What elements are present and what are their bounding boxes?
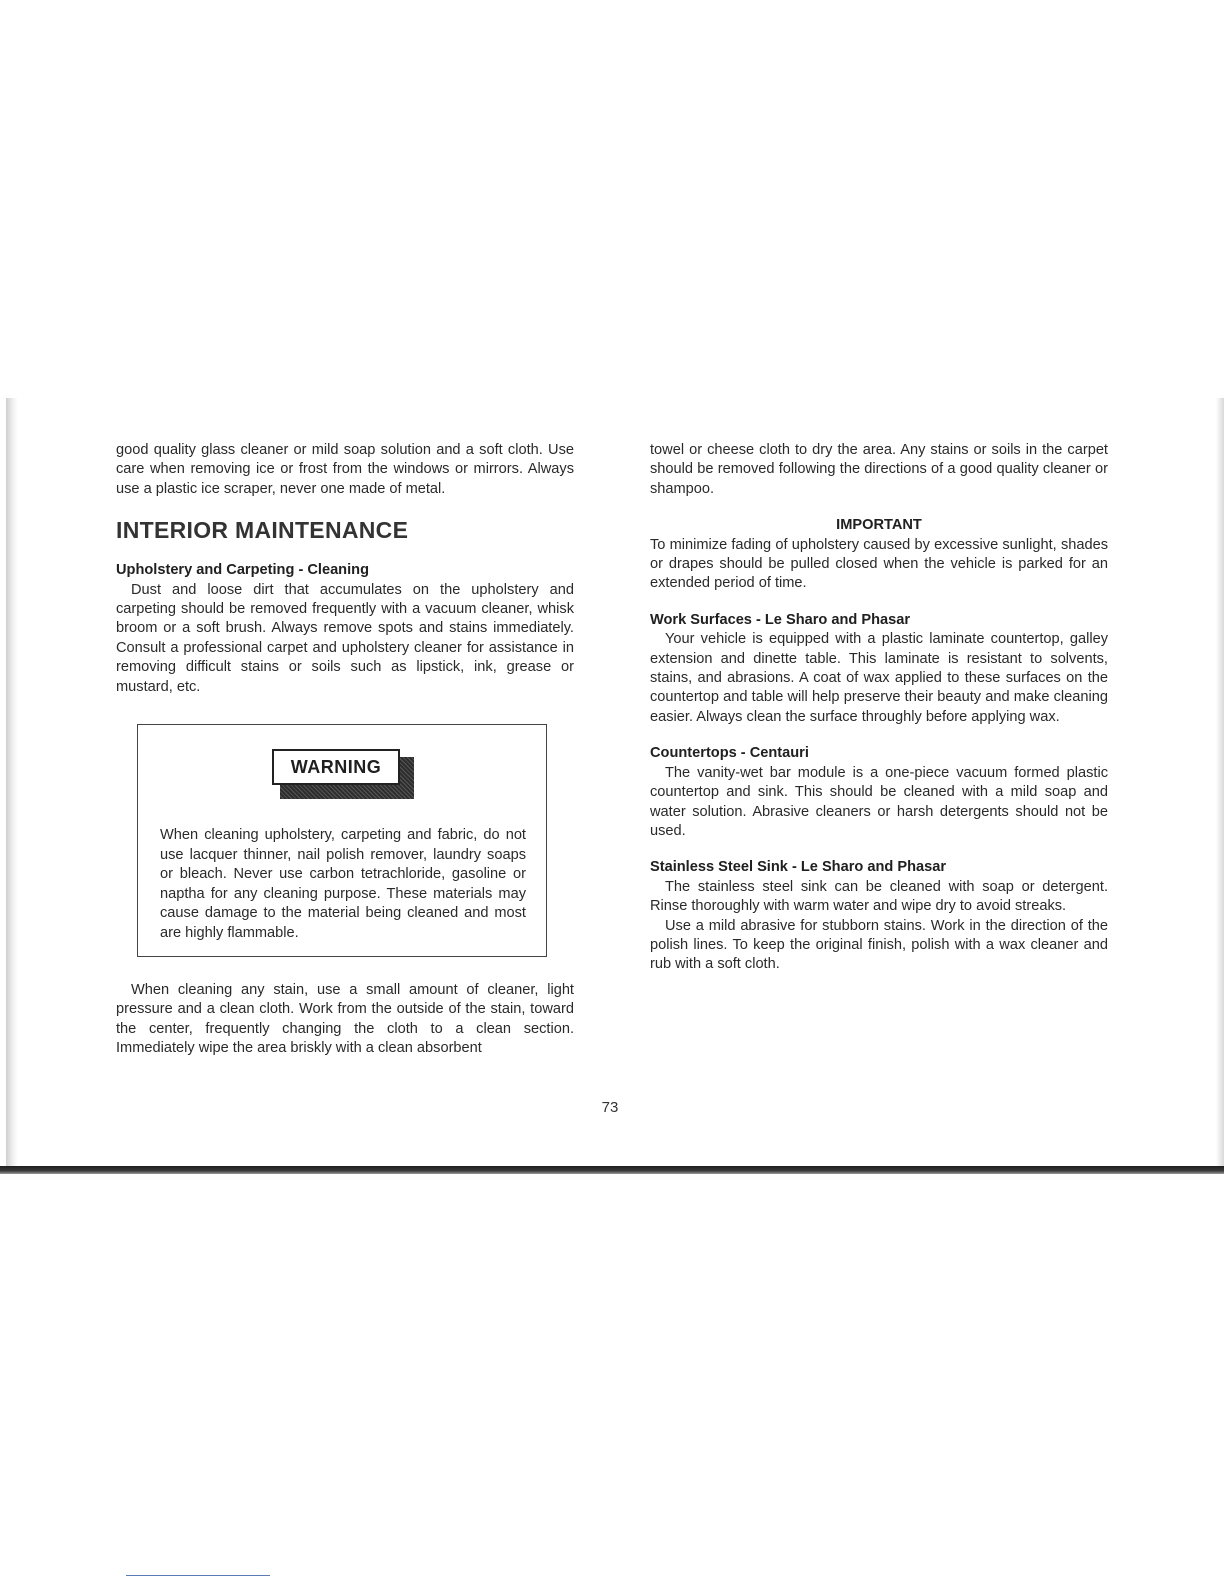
important-heading: IMPORTANT (836, 517, 922, 534)
continuation-paragraph: towel or cheese cloth to dry the area. Any stains or soils in the carpet should be removed following the directions of a good quality cleaner or shampoo. (650, 442, 1108, 497)
important-paragraph: To minimize fading of upholstery caused by excessive sunlight, shades or drapes should be pulled closed when the vehicle is parked for an extended period of time. (650, 536, 1108, 592)
work-surfaces-heading: Work Surfaces - Le Sharo and Phasar (650, 611, 911, 628)
sink-paragraph-2: Use a mild abrasive for stubborn stains. Work in the direction of the polish lines. To keep the original finish, polish with a wax cleaner and rub with a soft cloth. (650, 917, 1108, 973)
warning-label: WARNING (272, 749, 400, 785)
warning-text: When cleaning upholstery, carpeting and fabric, do not use lacquer thinner, nail polish remover, laundry soaps or bleach. Never use carbon tetrachloride, gasoline or naptha for any cleaning purpose. These materials may cause damage to the material being cleaned and most are highly flammable. (160, 827, 526, 941)
sink-paragraph-1: The stainless steel sink can be cleaned with soap or detergent. Rinse thoroughly with warm water and wipe dry to avoid streaks. (650, 878, 1108, 915)
warning-badge (272, 749, 414, 799)
intro-paragraph: good quality glass cleaner or mild soap solution and a soft cloth. Use care when removing ice or frost from the windows or mirrors. Always use a plastic ice scraper, never one made of metal. (116, 442, 574, 497)
countertops-paragraph: The vanity-wet bar module is a one-piece vacuum formed plastic countertop and sink. This should be cleaned with a mild soap and water solution. Abrasive cleaners or harsh detergents should not be used. (650, 764, 1108, 839)
scan-binding-shadow-right (1216, 398, 1224, 1166)
stain-paragraph: When cleaning any stain, use a small amount of cleaner, light pressure and a clean cloth. Work from the outside of the stain, toward the center, frequently changing the cloth to a clean section. Immediately wipe the area briskly with a clean absorbent (116, 982, 574, 1057)
left-column (116, 441, 574, 697)
bottom-page-edge (0, 1166, 1224, 1174)
section-title: INTERIOR MAINTENANCE (116, 517, 409, 544)
stain-cleaning-block (116, 981, 574, 1059)
upholstery-heading: Upholstery and Carpeting - Cleaning (116, 562, 369, 579)
right-column (650, 441, 1108, 975)
scan-binding-shadow-left (6, 398, 18, 1166)
warning-box (137, 724, 547, 957)
upholstery-paragraph: Dust and loose dirt that accumulates on the upholstery and carpeting should be removed frequently with a vacuum cleaner, whisk broom or a soft brush. Always remove spots and stains immediately. Consult a professional carpet and upholstery cleaner for assistance in removing difficult stains or soils such as lipstick, ink, grease or mustard, etc. (116, 581, 574, 695)
sink-heading: Stainless Steel Sink - Le Sharo and Phasar (650, 859, 947, 876)
work-surfaces-paragraph: Your vehicle is equipped with a plastic laminate countertop, galley extension and dinette table. This laminate is resistant to solvents, stains, and abrasions. A coat of wax applied to these surfaces on the countertop and table will help preserve their beauty and make cleaning easier. Always clean the surface throughly before applying wax. (650, 631, 1108, 725)
page-number: 73 (601, 1099, 619, 1116)
countertops-heading: Countertops - Centauri (650, 745, 809, 762)
footer-rule (126, 1575, 270, 1576)
